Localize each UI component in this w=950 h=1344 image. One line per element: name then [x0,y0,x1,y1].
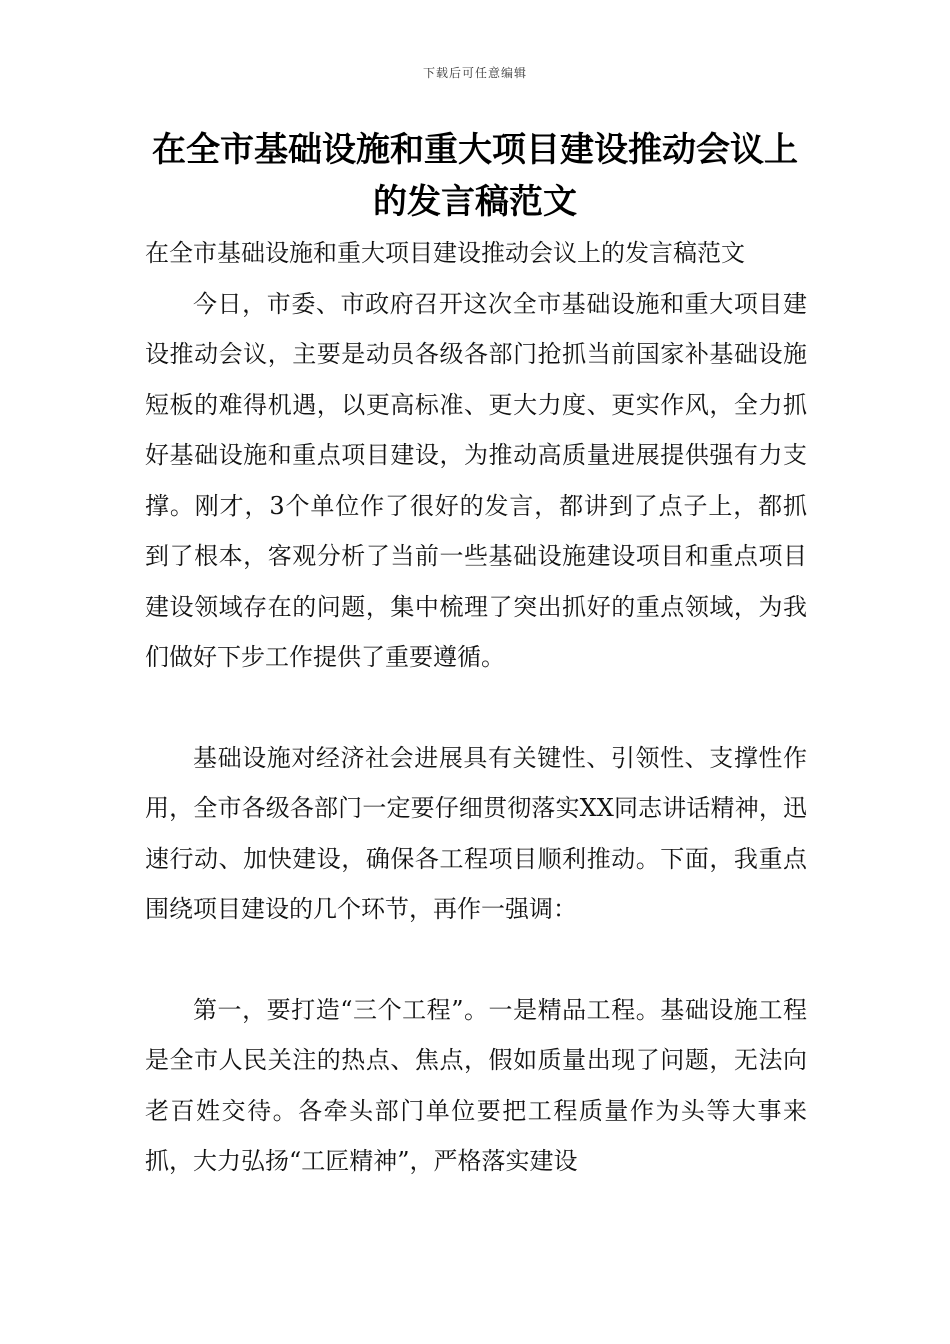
paragraph-gap [145,935,807,985]
paragraph-2: 基础设施对经济社会进展具有关键性、引领性、支撑性作用，全市各级各部门一定要仔细贯彻落实XX同志讲话精神，迅速行动、加快建设，确保各工程项目顺利推动。下面，我重点围绕项目建设的几个环节，再作一强调： [145,743,807,923]
paragraph-gap [145,683,807,733]
document-subtitle: 在全市基础设施和重大项目建设推动会议上的发言稿范文 [145,239,745,267]
header-note: 下载后可任意编辑 [422,66,527,80]
document-body [145,228,807,1187]
paragraph-3: 第一，要打造“三个工程”。一是精品工程。基础设施工程是全市人民关注的热点、焦点，假如质量出现了问题，无法向老百姓交待。各牵头部门单位要把工程质量作为头等大事来抓，大力弘扬“工匠精神”，严格落实建设 [145,995,807,1175]
document-title: 在全市基础设施和重大项目建设推动会议上的发言稿范文 [152,130,798,222]
paragraph-1: 今日，市委、市政府召开这次全市基础设施和重大项目建设推动会议，主要是动员各级各部门抢抓当前国家补基础设施短板的难得机遇，以更高标准、更大力度、更实作风，全力抓好基础设施和重点项目建设，为推动高质量进展提供强有力支撑。刚才，3个单位作了很好的发言，都讲到了点子上，都抓到了根本，客观分析了当前一些基础设施建设项目和重点项目建设领域存在的问题，集中梳理了突出抓好的重点领域，为我们做好下步工作提供了重要遵循。 [145,289,807,671]
